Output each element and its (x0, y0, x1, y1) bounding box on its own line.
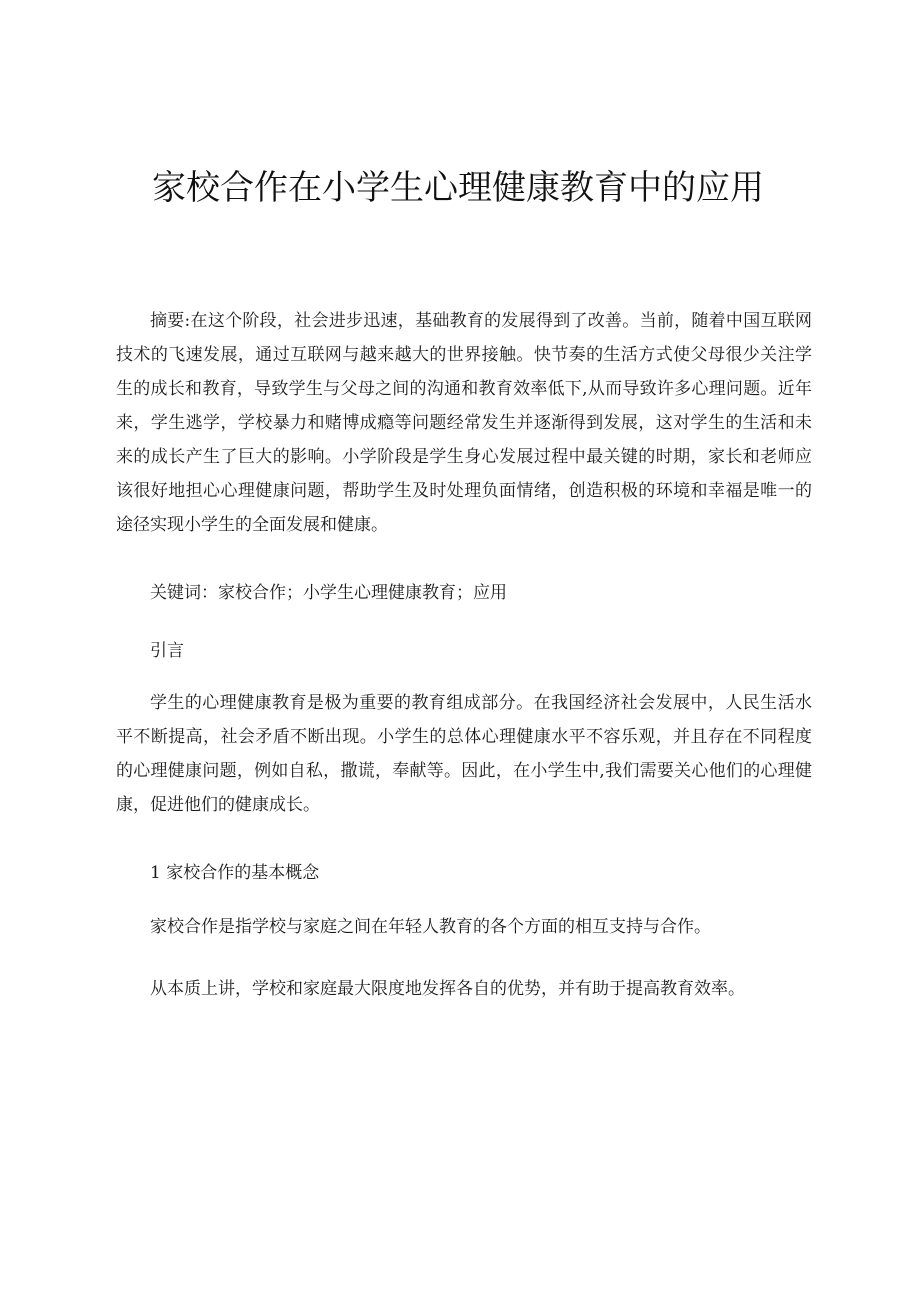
document-title: 家校合作在小学生心理健康教育中的应用 (152, 168, 764, 208)
abstract-text: 在这个阶段，社会进步迅速，基础教育的发展得到了改善。当前，随着中国互联网技术的飞速发展，通过互联网与越来越大的世界接触。快节奏的生活方式使父母很少关注学生的成长和教育，导致学生与父母之间的沟通和教育效率低下,从而导致许多心理问题。近年来，学生逃学，学校暴力和赌博成瘾等问题经常发生并逐渐得到发展，这对学生的生活和未来的成长产生了巨大的影响。小学阶段是学生身心发展过程中最关键的时期，家长和老师应该很好地担心心理健康问题，帮助学生及时处理负面情绪，创造积极的环境和幸福是唯一的途径实现小学生的全面发展和健康。 (116, 311, 813, 535)
keywords-paragraph (116, 576, 812, 610)
intro-paragraph: 学生的心理健康教育是极为重要的教育组成部分。在我国经济社会发展中，人民生活水平不断提高，社会矛盾不断出现。小学生的总体心理健康水平不容乐观，并且存在不同程度的心理健康问题，例如自私，撒谎，奉献等。因此，在小学生中,我们需要关心他们的心理健康，促进他们的健康成长。 (116, 693, 812, 815)
keywords-text: 家校合作；小学生心理健康教育；应用 (218, 583, 507, 603)
intro-heading: 引言 (150, 641, 184, 661)
section-1-heading: 1 家校合作的基本概念 (150, 863, 320, 883)
keywords-label: 关键词： (150, 583, 218, 603)
section-1-paragraph-2: 从本质上讲，学校和家庭最大限度地发挥各自的优势，并有助于提高教育效率。 (150, 979, 745, 999)
section-1-paragraph-1: 家校合作是指学校与家庭之间在年轻人教育的各个方面的相互支持与合作。 (150, 917, 711, 937)
abstract-paragraph (116, 304, 812, 542)
abstract-label: 摘要: (150, 311, 191, 331)
